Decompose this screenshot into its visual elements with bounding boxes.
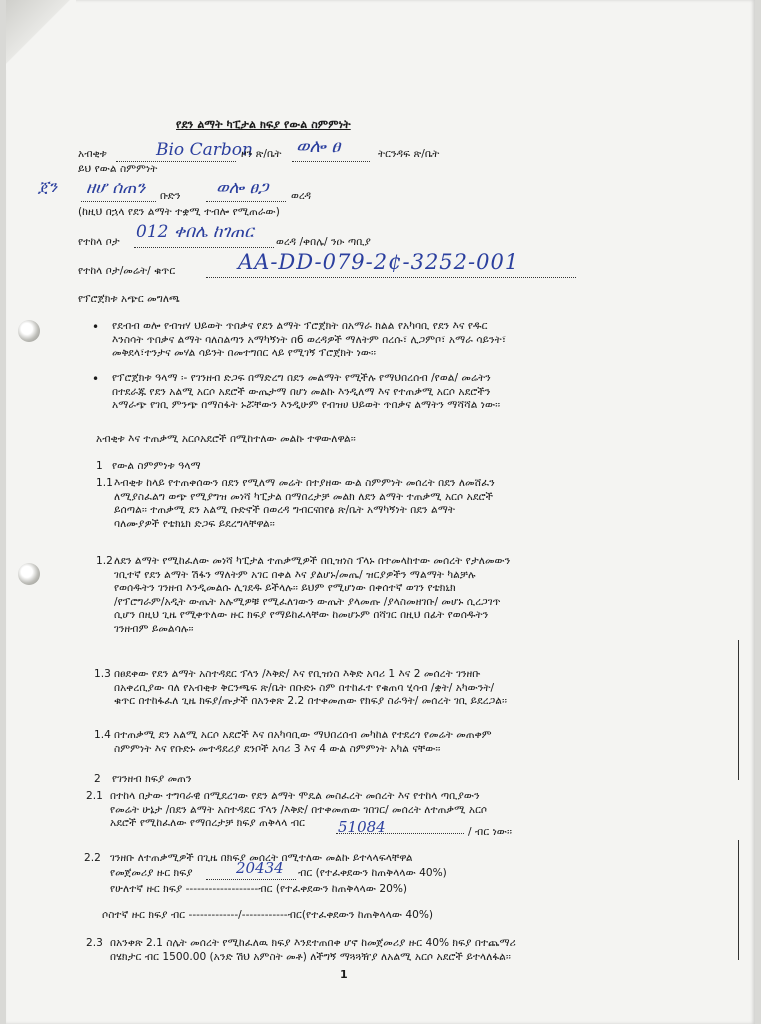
address-handwritten: 012 ቀበሌ ከገጠር (136, 222, 254, 242)
clause-number: 1.2 (96, 555, 113, 567)
address-suffix: ወረዳ /ቀበሌ/ ንዑ ጣቢያ (276, 236, 371, 248)
first-installment-handwritten: 20434 (236, 859, 284, 877)
intro-sentence: አብቂቱ እና ተጠቃሚ አርሶአደሮች በሚከተለው መልኩ ተዋውለዋል፡፡ (96, 433, 356, 445)
bullet-marker: • (92, 372, 100, 386)
hereafter-note: (ከዚህ በኋላ የደን ልማት ተቋሚ ተብሎ የሚጠራው) (78, 206, 280, 218)
document-page (6, 0, 755, 1024)
group-label: ቡድን (160, 190, 181, 202)
clause-number: 1.4 (94, 729, 111, 741)
clause-number: 1.3 (94, 668, 111, 680)
clause-number: 2.3 (86, 937, 103, 949)
section-number: 1 (96, 460, 103, 472)
total-amount-underline (336, 832, 464, 834)
clause-2-2: ገንዘቡ ለተጠቃሚዎች በጊዜ በክፍያ መሰረት በሚተለው መልኩ ይተላላፍላቸዋል (110, 852, 413, 864)
group-name-handwritten: ወሎ ፀጋ (216, 178, 269, 198)
plot-code-label: የተከላ ቦታ/መሬት/ ቁጥር (78, 265, 176, 277)
project-desc-label: የፕሮጀክቱ አጭር መግለጫ (78, 293, 180, 305)
group-handwritten: ዘሆ ሰጠን (86, 178, 146, 198)
section-heading: የውል ስምምነቱ ዓላማ (112, 460, 201, 472)
plot-code-handwritten: AA-DD-079-2¢-3252-001 (238, 250, 520, 274)
agreement-label: ይህ የውል ስምምነት (78, 163, 158, 175)
wereda-handwritten: ወሎ ፀ (296, 136, 341, 157)
margin-handwritten: ጀን (38, 177, 58, 196)
total-amount-suffix: / ብር ነው፡፡ (468, 826, 512, 838)
donor-label: አብቂቱ (78, 148, 107, 160)
first-installment-label: የመጀመሪያ ዙር ክፍያ (110, 867, 193, 879)
third-installment: ሶስተኛ ዙር ክፍያ ብር -------------/------------ብር(የተፈቀደውን ከጠቅላላው 40%) (102, 909, 434, 921)
address-underline (134, 236, 274, 248)
group-name-underline (206, 190, 286, 202)
trade-office-label: ትርንዳፍ ጽ/ቤት (378, 148, 440, 160)
woreda-label: ወረዳ (291, 190, 312, 202)
clause-2-3: በአንቀጽ 2.1 ስሌት መሰረት የሚከፈለዉ ክፍያ እንደተጠበቀ ሆኖ ከመጀመሪያ ዙር 40% ክፍያ በተጨማሪ በሄክታር ብር 1500.00 (አንድ ሽህ አምስት መቶ) ለችግኝ ማጓጓዥያ ለአልሚ አርሶ አደሮች ይተላለፋል፡፡ (110, 937, 516, 963)
clause-1-3: በፀደቀው የደን ልማት አስተዳደር ፕላን /እቅድ/ እና የቢዝነስ እቅድ አባሪ 1 እና 2 መሰረት ገንዘቡ በአቀረቢያው ባለ የአብቂቱ ቅርንጫፍ ጽ/ቤት በቡድኑ ስም በተከፈተ የቁጠባ ሂሳብ /ቋት/ አካውንት/ ቁጥር በተከፋፈለ ጊዜ ክፍያ/ጡታች በአንቀጽ 2.2 በተቀመጠው የክፍያ ስራዓት/ መሰረት ገቢ ይደረጋል፡፡ (114, 668, 507, 708)
punch-hole-top (18, 320, 40, 342)
first-installment-underline (206, 868, 296, 880)
clause-number: 1.1 (96, 477, 113, 489)
margin-line (738, 840, 739, 960)
total-amount-handwritten: 51084 (338, 818, 386, 836)
clause-2-1: በተከላ በታው ተግባራዊ በሚደረገው የደን ልማት ሞዴል መስፈረት መሰረት እና የተከላ ጣቢያውን የመሬት ሁኔታ /በደን ልማት አስተዳደር ፕላን /እቅድ/ በተቀመጠው ገበገር/ መሰረት ለተጠቃሚ አርሶ አደሮች የሚከፈለው የማበረታቻ ክፍያ ጠቅላላ ብር (110, 790, 488, 830)
page-title: የደን ልማት ካፒታል ክፍያ የውል ስምምነት (176, 118, 351, 131)
clause-1-1: እብቂቱ ከላይ የተጠቀሰውን በደን የሚለማ መሬት በተያዘው ውል ስምምነት መሰረት በደን ለመሸፈን ለሚያስፈልግ ወጭ የሚያግዝ መነሻ ካፒታል በማበረታቻ መልክ ለደን ልማት ተጠቃሚ አርሶ አደሮች ይሰጣል፡፡ ተጠቃሚ ደን አልሚ ቡድኖች በወረዳ ግብርናበየፅ ጽ/ቤት አማካኝነት በደን ልማት ባለሙያዎች የቴክኒክ ድጋፍ ይደረግላቸዋል፡፡ (114, 477, 495, 530)
bullet-objective-text: የፕሮጀክቱ ዓላማ ፡- የገንዘብ ድጋፍ በማድረግ በደን መልማት የሚችሉ የማህበረሰብ /የወል/ መሬትን በተደራጁ የደን አልሚ አርሶ አደሮች ውጤታማ በሆነ መልኩ እንዲለማ እና የተጠቃሚ አርሶ አደሮችን አማራጭ የገቢ ምንጭ በማስፋት ኑሯቸውን እንዲሁም የብዝሀ ህይወት ጥበቃና ልማትን ማሻሻል ነው፡፡ (112, 372, 501, 412)
plot-code-underline (206, 266, 576, 278)
margin-line (738, 640, 739, 780)
first-installment-suffix: ብር (የተፈቀደውን ከጠቅላላው 40%) (298, 867, 447, 879)
clause-number: 2.2 (84, 852, 101, 864)
bullet-marker: • (92, 320, 100, 334)
donor-handwritten: Bio Carbon (156, 140, 253, 160)
address-label: የተከላ ቦታ (78, 236, 120, 248)
bullet-project-text: የደብብ ወሎ የብዝሃ ህይወት ጥበቃና የደን ልማት ፕሮጀክት በአማራ ክልል የአካባቢ የደን እና የዱር እንስሳት ጥበቃና ልማት ባለስልጣን አማካኝነት በ6 ወረዳዎች ማለትም በረሱ፣ ሊጋምቦ፣ አማራ ሳይንት፣ መቅደላ፣ተንታና መሃል ሳይንት በመተግበር ላይ የሚገኝ ፕሮጀክት ነው፡፡ (112, 320, 507, 360)
group-underline (81, 190, 156, 202)
punch-hole-bottom (18, 563, 40, 585)
section-number: 2 (94, 773, 101, 785)
wereda-office-label: ዞን ጽ/ቤት (241, 148, 282, 160)
clause-number: 2.1 (86, 790, 103, 802)
section-heading: የገንዘብ ክፍያ መጠን (112, 773, 192, 785)
second-installment: የሁለተኛ ዙር ክፍያ -------------------ብር (የተፈቀደውን ከጠቅላላው 20%) (110, 883, 408, 895)
folded-corner (6, 0, 76, 70)
donor-underline (116, 150, 236, 162)
clause-1-2: ለደን ልማት የሚከፈለው መነሻ ካፒታል ተጠቃሚዎች በቢዝነስ ፕላኑ በተመላከተው መሰረት የታለመውን ገቢተኛ የደን ልማት ሽፋን ማለትም አገር በቀል እና ያልሆኑ/መጤ/ ዝርያዎችን ማልማት ካልቻሉ የወሰዱትን ገንዘብ እንዲመልሱ ሊገደዱ ይችላሉ፡፡ ይህም የሚሆነው በቀሰተኛ ወገን የቴክኒክ /የፕሮግራም/አዲት ውጤት አሉሚዎቹ የሚፈለገውን ውጤት ያላመጡ /ያላስመዘገቡ/ መሆኑ ሲረጋገጥ ሲሆን በዚህ ጊዜ የሚቀጥለው ዙር ክፍያ የማይከፈላቸው ከመሆኑም በሻገር በዚህ በፊት የወሰዱትን ገንዘብም ይመልሳሉ፡፡ (114, 555, 511, 635)
page-number: 1 (340, 968, 348, 981)
clause-1-4: በተጠቃሚ ደን አልሚ አርሶ አደሮች እና በአካባቢው ማህበረሰብ መካከል የተደረጎ የመሬት መጠቀም ስምምነት እና የቡድኑ መተዳደሪያ ደንቦች አባሪ 3 እና 4 ውል ስምምነት አካል ናቸው፡፡ (114, 729, 492, 755)
wereda-underline (292, 150, 370, 162)
